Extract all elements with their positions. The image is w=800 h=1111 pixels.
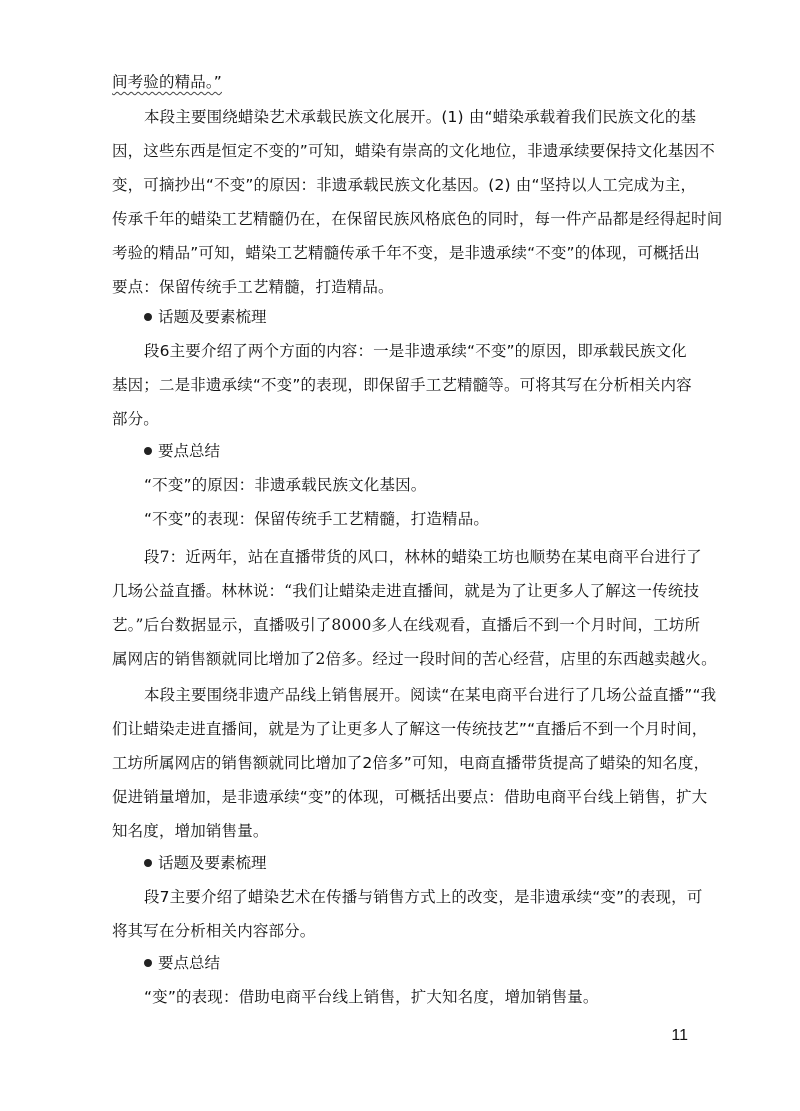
text-line-25: 段7主要介绍了蜡染艺术在传播与销售方式上的改变，是非遗承续“变”的表现，可 — [144, 888, 703, 906]
section-heading-summary: 要点总结 — [144, 440, 220, 462]
text-line-9: 段6主要介绍了两个方面的内容：一是非遗承续“不变”的原因，即承载民族文化 — [144, 342, 687, 360]
quote-line-3: 艺。”后台数据显示，直播吸引了8000多人在线观看，直播后不到一个月时间，工坊所 — [112, 616, 701, 634]
page-number: 11 — [671, 1027, 688, 1044]
text-line-6: 考验的精品”可知，蜡染工艺精髓传承千年不变，是非遗承续“不变”的体现，可概括出 — [112, 244, 700, 262]
text-line-1: 间考验的精品。” — [112, 73, 222, 91]
quote-line-2: 几场公益直播。林林说：“我们让蜡染走进直播间，就是为了让更多人了解这一传统技 — [112, 582, 700, 600]
text-line-5: 传承千年的蜡染工艺精髓仍在，在保留民族风格底色的同时，每一件产品都是经得起时间 — [112, 210, 723, 228]
text-line-19: 本段主要围绕非遗产品线上销售展开。阅读“在某电商平台进行了几场公益直播”“我 — [144, 686, 717, 704]
bullet-icon — [144, 959, 152, 967]
text-line-3: 因，这些东西是恒定不变的”可知，蜡染有崇高的文化地位，非遗承续要保持文化基因不 — [112, 142, 715, 160]
text-line-26: 将其写在分析相关内容部分。 — [112, 922, 316, 940]
text-line-14: “不变”的表现：保留传统手工艺精髓，打造精品。 — [144, 510, 490, 528]
section-heading-topic: 话题及要素梳理 — [144, 306, 267, 328]
text-line-13: “不变”的原因：非遗承载民族文化基因。 — [144, 476, 427, 494]
text-line-28: “变”的表现：借助电商平台线上销售，扩大知名度，增加销售量。 — [144, 988, 599, 1006]
text-line-11: 部分。 — [112, 410, 159, 428]
text-line-20: 们让蜡染走进直播间，就是为了让更多人了解这一传统技艺”“直播后不到一个月时间， — [112, 720, 708, 738]
quote-line-4: 属网店的销售额就同比增加了2倍多。经过一段时间的苦心经营，店里的东西越卖越火。 — [112, 650, 717, 668]
text-line-10: 基因；二是非遗承续“不变”的表现，即保留手工艺精髓等。可将其写在分析相关内容 — [112, 376, 692, 394]
text-line-2: 本段主要围绕蜡染艺术承载民族文化展开。(1) 由“蜡染承载着我们民族文化的基 — [144, 108, 697, 126]
bullet-icon — [144, 313, 152, 321]
bullet-icon — [144, 859, 152, 867]
text-line-4: 变，可摘抄出“不变”的原因：非遗承载民族文化基因。(2) 由“坚持以人工完成为主， — [112, 176, 697, 194]
text-line-23: 知名度，增加销售量。 — [112, 822, 269, 840]
bullet-icon — [144, 447, 152, 455]
section-heading-topic-2: 话题及要素梳理 — [144, 852, 267, 874]
text-line-7: 要点：保留传统手工艺精髓，打造精品。 — [112, 278, 394, 296]
quote-line-1: 段7：近两年，站在直播带货的风口，林林的蜡染工坊也顺势在某电商平台进行了 — [144, 548, 702, 566]
text-line-21: 工坊所属网店的销售额就同比增加了2倍多”可知，电商直播带货提高了蜡染的知名度， — [112, 754, 710, 772]
section-heading-summary-2: 要点总结 — [144, 952, 220, 974]
text-line-22: 促进销量增加，是非遗承续“变”的体现，可概括出要点：借助电商平台线上销售，扩大 — [112, 788, 708, 806]
